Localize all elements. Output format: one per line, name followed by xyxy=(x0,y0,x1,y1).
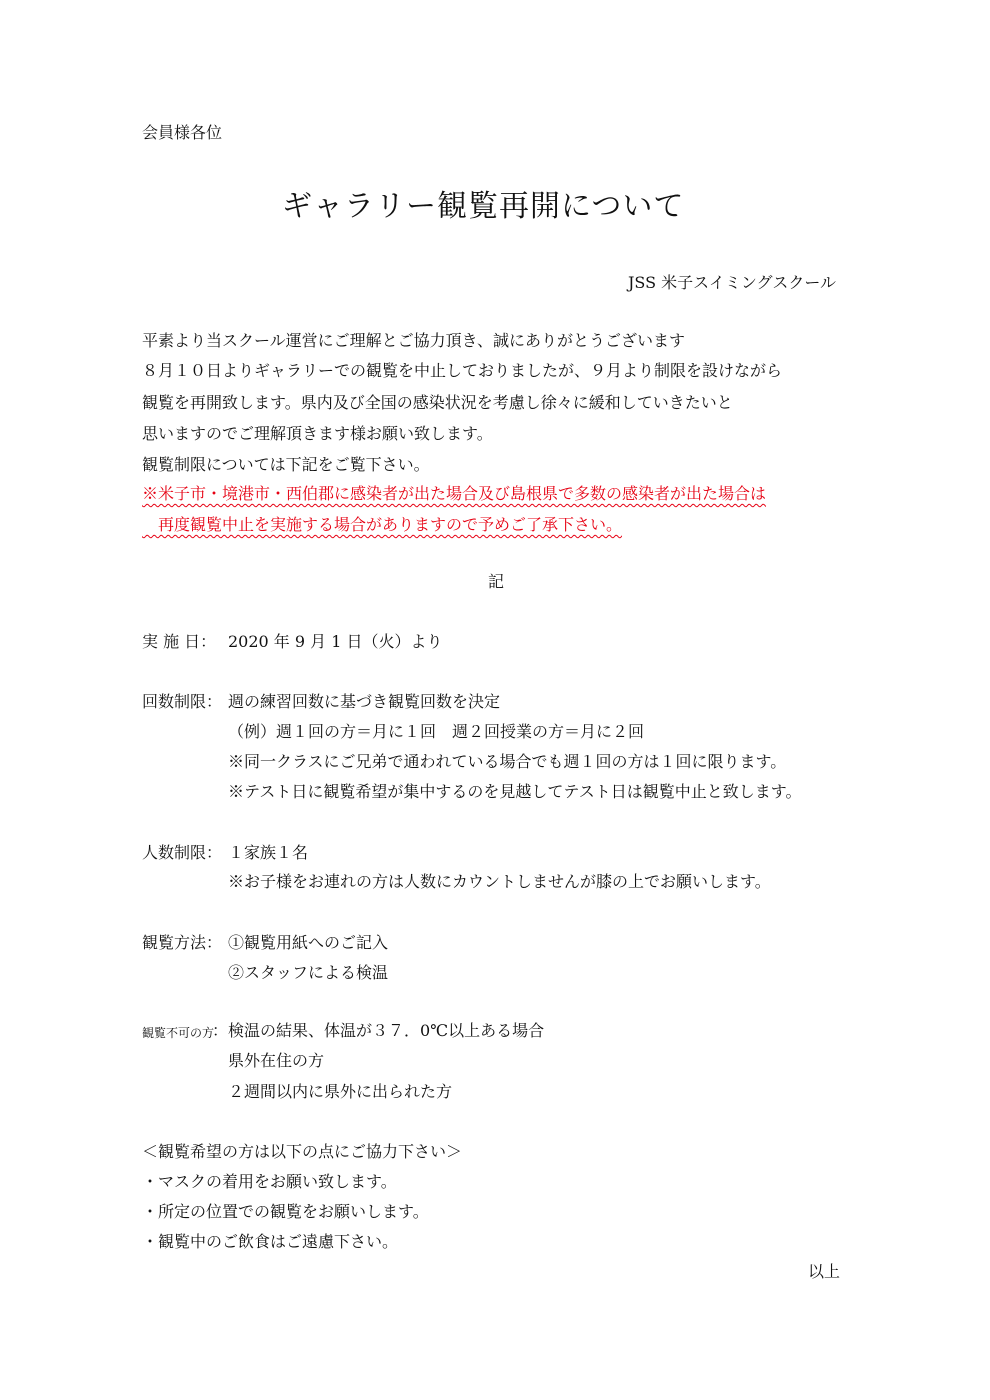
cooperation-item: ・所定の位置での観覧をお願いします。 xyxy=(142,1202,429,1221)
count-limit-line: 週の練習回数に基づき観覧回数を決定 xyxy=(228,692,501,711)
addressee: 会員様各位 xyxy=(142,123,223,142)
cooperation-item: ・マスクの着用をお願い致します。 xyxy=(142,1172,397,1191)
not-allowed-line: 県外在住の方 xyxy=(228,1051,325,1070)
warning-line: ※米子市・境港市・西伯郡に感染者が出た場合及び島根県で多数の感染者が出た場合は xyxy=(142,484,767,503)
intro-line: 観覧制限については下記をご覧下さい。 xyxy=(142,455,430,474)
method-line: ①観覧用紙へのご記入 xyxy=(228,933,389,952)
count-limit-line: ※テスト日に観覧希望が集中するのを見越してテスト日は観覧中止と致します。 xyxy=(228,782,802,801)
warning-line: 再度観覧中止を実施する場合がありますので予めご了承下さい。 xyxy=(142,515,623,534)
not-allowed-label: 観覧不可の方 xyxy=(142,1026,215,1040)
method-label: 観覧方法： xyxy=(142,933,223,952)
people-limit-line: ※お子様をお連れの方は人数にカウントしませんが膝の上でお願いします。 xyxy=(228,872,771,891)
not-allowed-line: 検温の結果、体温が３７．0℃以上ある場合 xyxy=(228,1021,545,1040)
date-label: 実 施 日： xyxy=(142,632,217,651)
not-allowed-line: ２週間以内に県外に出られた方 xyxy=(228,1082,453,1101)
count-limit-line: （例）週１回の方＝月に１回 週２回授業の方＝月に２回 xyxy=(228,722,645,741)
closing: 以上 xyxy=(808,1262,841,1281)
intro-line: 観覧を再開致します。県内及び全国の感染状況を考慮し徐々に緩和していきたいと xyxy=(142,393,733,412)
intro-line: 平素より当スクール運営にご理解とご協力頂き、誠にありがとうございます xyxy=(142,331,686,350)
method-line: ②スタッフによる検温 xyxy=(228,963,389,982)
cooperation-heading: ＜観覧希望の方は以下の点にご協力下さい＞ xyxy=(142,1142,463,1161)
ki-heading: 記 xyxy=(488,572,505,591)
cooperation-item: ・観覧中のご飲食はご遠慮下さい。 xyxy=(142,1232,399,1251)
intro-line: 思いますのでご理解頂きます様お願い致します。 xyxy=(142,424,493,443)
count-limit-line: ※同一クラスにご兄弟で通われている場合でも週１回の方は１回に限ります。 xyxy=(228,752,787,771)
sender: JSS 米子スイミングスクール xyxy=(628,273,837,292)
people-limit-line: １家族１名 xyxy=(228,843,309,862)
not-allowed-colon: ： xyxy=(212,1021,229,1040)
count-limit-label: 回数制限： xyxy=(142,692,223,711)
date-value: 2020 年 9 月 1 日（火）より xyxy=(228,632,443,651)
intro-line: ８月１０日よりギャラリーでの観覧を中止しておりましたが、９月より制限を設けながら xyxy=(142,361,783,380)
people-limit-label: 人数制限： xyxy=(142,843,223,862)
page-title: ギャラリー観覧再開について xyxy=(282,189,685,224)
